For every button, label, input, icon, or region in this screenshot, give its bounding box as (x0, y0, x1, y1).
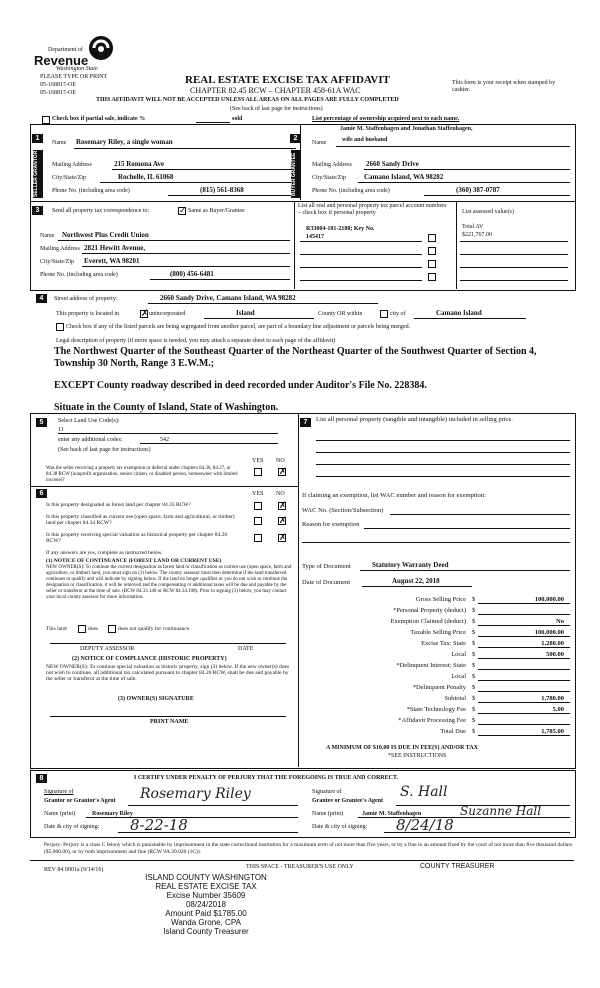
current-use-yes-checkbox[interactable] (254, 517, 262, 525)
seller-side-label: SELLER GRANTOR (33, 150, 43, 198)
land-use-label: Select Land Use Code(s): (58, 418, 120, 424)
tax-row-amount: 1,280.00 (541, 640, 564, 647)
seller-mailing: 215 Romona Ave (114, 160, 165, 168)
stamp-line: 08/24/2018 (185, 900, 227, 909)
doc-type-label: Type of Document (302, 563, 351, 570)
historic-no-checkbox[interactable]: ✗ (279, 533, 287, 543)
county-treasurer-label: COUNTY TREASURER (420, 863, 495, 870)
certify-statement: I CERTIFY UNDER PENALTY OF PERJURY THAT THE FOREGOING IS TRUE AND CORRECT. (134, 775, 399, 781)
stamp-line: REAL ESTATE EXCISE TAX (155, 882, 257, 891)
property-street: 2660 Sandy Drive, Camano Island, WA 98282 (160, 294, 296, 302)
additional-codes-label: enter any additional codes: (58, 437, 123, 443)
doc-date: August 22, 2018 (392, 577, 440, 585)
parcel-3-personal-checkbox[interactable] (428, 260, 436, 268)
tax-row-label: Gross Selling Price (415, 596, 466, 603)
seller-city: Rochelle, IL 61068 (118, 173, 174, 181)
county-label: County OR within (318, 311, 363, 317)
corr-phone: (800) 456-6481 (170, 270, 214, 278)
ownership-note: List percentage of ownership acquired next to each name. (312, 116, 460, 122)
tax-row-amount: 100,000.00 (534, 596, 564, 603)
tax-row-dollar: $ (472, 618, 476, 625)
tax-row-label: Taxable Selling Price (410, 629, 466, 636)
stamp-line: Amount Paid $1785.00 (165, 909, 247, 918)
s5-yes-header: YES (252, 458, 264, 464)
tax-row-amount: 5.00 (552, 706, 564, 713)
partial-sale-label: Check box if partial sale, indicate % (52, 116, 146, 122)
city-of-checkbox[interactable] (380, 310, 388, 318)
tax-row-label: *Delinquent Penalty (412, 684, 466, 691)
buyer-mailing: 2660 Sandy Drive (366, 160, 419, 168)
see-back-top: (See back of last page for instructions) (230, 106, 323, 112)
section-1-badge: 1 (32, 134, 43, 143)
s5-yes-checkbox[interactable] (254, 468, 262, 476)
dept-line2: Revenue (34, 53, 89, 68)
notice-compliance-title: (2) NOTICE OF COMPLIANCE (HISTORIC PROPERTY) (72, 656, 227, 662)
grantor-date: 8-22-18 (130, 816, 188, 834)
if-yes-note: If any answers are yes, complete as instructed below. (46, 550, 163, 556)
tax-row-dollar: $ (472, 695, 476, 702)
dept-line1: Department of (48, 47, 83, 53)
please-type: PLEASE TYPE OR PRINT (40, 74, 108, 80)
dept-line3: Washington State (56, 66, 98, 72)
notice-continuance-body: NEW OWNER(S): To continue the current designation as forest land or classification as current use (open space, farm and agriculture, or timber) land, you must sign on (3) below. The county assessor must then determine if the land transferred continues to qualify and will indicate by signing below. If the land no longer qualifies or you do not wish to continue the designation or classification, it will be removed and the compensating or additional taxes will be due and payable by the seller or transferor at the time of sale. (RCW 84.33.140 or RCW 84.34.108). Prior to signing (3) below, you may contact your local county assessor for more information. (46, 565, 292, 600)
tax-row-label: Local (451, 651, 466, 658)
section-7-badge: 7 (300, 418, 311, 427)
personal-property-label: List all personal property (tangible and intangible) included in selling price. (316, 416, 513, 423)
treasurer-space-label: THIS SPACE - TREASURER'S USE ONLY (246, 864, 354, 870)
tax-row-label: Excise Tax: State (421, 640, 466, 647)
seller-name: Rosemary Riley, a single woman (76, 138, 173, 146)
street-label: Street address of property: (54, 296, 118, 302)
tax-row-amount: 500.00 (546, 651, 564, 658)
unincorporated-checkbox[interactable]: ✗ (141, 309, 149, 319)
s5-no-header: NO (276, 458, 285, 464)
grantee-name: Jamie M. Staffenhagen (362, 811, 422, 817)
corr-mailing-label: Mailing Address (40, 246, 80, 252)
tax-row-dollar: $ (472, 684, 476, 691)
city-value: Camano Island (436, 309, 482, 317)
does-label: does (88, 626, 99, 632)
buyer-city: Camano Island, WA 98282 (364, 173, 444, 181)
grantee-signature: S. Hall (400, 784, 448, 800)
deputy-assessor-label: DEPUTY ASSESSOR (80, 646, 135, 652)
grantor-name: Rosemary Riley (92, 811, 133, 817)
notice-compliance-body: NEW OWNER(S): To continue special valuation as historic property, sign (3) below. If the new owner(s) does not wish to continue, all additional tax calculated pursuant to chapter 84.26 RCW, shall be due and payable by the seller or transferor at the time of sale. (46, 664, 290, 682)
land-use-code: 11 (58, 427, 64, 433)
grantor-signature: Rosemary Riley (140, 786, 251, 802)
legal-description-3: Situate in the County of Island, State of Washington. (54, 402, 279, 413)
land-use-see-back: (See back of last page for instructions) (58, 447, 151, 453)
grantee-name-label: Name (print) (312, 811, 344, 817)
reason-label: Reason for exemption (302, 521, 360, 528)
corr-city-label: City/State/Zip (40, 259, 74, 265)
corr-name: Northwest Plus Credit Union (62, 231, 149, 239)
buyer-city-label: City/State/Zip (312, 175, 346, 181)
tax-row-dollar: $ (472, 728, 476, 735)
section-6-badge: 6 (36, 489, 47, 498)
tax-row-dollar: $ (472, 673, 476, 680)
perjury-notice: Perjury: Perjury is a class C felony which is punishable by imprisonment in the state correctional institution for a maximum term of not more than five years, or by a fine in an amount fixed by the court of not more than five thousand dollars ($5,000.00), or by both imprisonment and fine (RCW 9A.20.020 (1C)). (44, 842, 573, 855)
assessed-header: List assessed value(s) (462, 209, 514, 215)
grantor-sig-label1: Signature of (44, 789, 74, 795)
see-instructions: *SEE INSTRUCTIONS (388, 753, 447, 759)
forest-yes-checkbox[interactable] (254, 502, 262, 510)
section-2-badge: 2 (290, 134, 301, 143)
print-name-label: PRINT NAME (150, 719, 189, 725)
section-5-badge: 5 (36, 418, 47, 427)
section-3-badge: 3 (32, 206, 43, 215)
tax-row-label: *Delinquent Interest: State (396, 662, 466, 669)
parcel-1-personal-checkbox[interactable] (428, 234, 436, 242)
tax-row-label: *Affidavit Processing Fee (398, 717, 466, 724)
corr-phone-label: Phone No. (including area code) (40, 272, 118, 278)
does-not-qualify-checkbox[interactable] (108, 625, 116, 633)
corr-mailing: 2821 Hewitt Avenue, (84, 244, 146, 252)
revenue-logo-icon (88, 35, 114, 61)
grantee-sig-label1: Signature of (312, 789, 342, 795)
tax-row-amount: 1,785.00 (541, 728, 564, 735)
historic-yes-checkbox[interactable] (254, 534, 262, 542)
forest-no-checkbox[interactable]: ✗ (279, 501, 287, 511)
form-title: REAL ESTATE EXCISE TAX AFFIDAVIT (185, 74, 390, 86)
tax-row-label: Local (451, 673, 466, 680)
current-use-no-checkbox[interactable]: ✗ (279, 516, 287, 526)
city-of-label: city of (390, 311, 406, 317)
partial-sale-checkbox[interactable] (42, 116, 50, 124)
tax-row-label: Subtotal (444, 695, 466, 702)
wac-label: WAC No. (Section/Subsection) (302, 507, 384, 514)
buyer-name-line2: wife and husband (342, 137, 388, 143)
corr-name-label: Name (40, 233, 55, 239)
tax-row-label: Total Due (440, 728, 466, 735)
legal-description-2: EXCEPT County roadway described in deed recorded under Auditor's File No. 228384. (54, 380, 427, 391)
same-as-buyer-checkbox[interactable]: ✓ (179, 206, 187, 216)
stamp-line: Island County Treasurer (163, 927, 249, 936)
total-av-label: Total AV (462, 224, 484, 230)
seller-city-label: City/State/Zip (52, 175, 86, 181)
same-as-buyer-label: Same as Buyer/Grantee (188, 208, 245, 214)
tax-row-dollar: $ (472, 651, 476, 658)
additional-codes: 542 (160, 437, 169, 443)
historic-question: Is this property receiving special valuation as historical property per chapter 84.26 RCW? (46, 532, 228, 544)
legal-description-1: The Northwest Quarter of the Southeast Quarter of the Northeast Quarter of the Southwest Quarter of Section 4, Township 30 North, Range 3 E.W.M.; (54, 346, 537, 369)
parcel-line2: 145417 (306, 234, 324, 240)
legal-label: Legal description of property (if more space is needed, you may attach a separate sheet to each page of the affidavit) (56, 338, 336, 344)
tax-row-amount: 1,780.00 (541, 695, 564, 702)
rev-number: REV 84 0001a (9/14/16) (44, 867, 104, 873)
tax-row-dollar: $ (472, 706, 476, 713)
seller-name-label: Name (52, 140, 67, 146)
seller-exemption-question: Was the seller receiving a property tax exemption or deferral under chapters 84.36, 84.37, or 84.38 RCW (nonprofit organization, senior citizen, or disabled person, homeowner with limited income)? (46, 466, 238, 483)
s5-no-checkbox[interactable]: ✗ (279, 467, 287, 477)
grantee-name-handwritten: Suzanne Hall (460, 804, 542, 818)
grantor-sig-label2: Grantor or Grantor's Agent (44, 798, 116, 804)
receipt-note: This form is your receipt when stamped by cashier. (452, 80, 556, 93)
buyer-phone: (360) 387-0787 (456, 186, 500, 194)
tax-row-label: *Personal Property (deduct) (393, 607, 466, 614)
parcel-header: List all real and personal property tax parcel account numbers – check box if personal property (298, 203, 447, 216)
minimum-note: A MINIMUM OF $10.00 IS DUE IN FEE(S) AND/OR TAX (326, 745, 478, 751)
grantee-date-label: Date & city of signing: (312, 824, 368, 830)
buyer-phone-label: Phone No. (including area code) (312, 188, 390, 194)
section-4-badge: 4 (36, 294, 47, 303)
parcel-line1: R33004-181-2180; Key No. (306, 226, 375, 232)
parcel-4-personal-checkbox[interactable] (428, 273, 436, 281)
tax-row-dollar: $ (472, 662, 476, 669)
doc-date-label: Date of Document (302, 579, 351, 586)
section-8-badge: 8 (36, 774, 47, 783)
buyer-side-label: BUYER GRANTEE (291, 150, 301, 198)
tax-row-dollar: $ (472, 640, 476, 647)
unincorporated-label: unincorporated (149, 311, 186, 317)
warning: THIS AFFIDAVIT WILL NOT BE ACCEPTED UNLESS ALL AREAS ON ALL PAGES ARE FULLY COMPLETED (96, 97, 399, 103)
tax-row-dollar: $ (472, 607, 476, 614)
tax-row-dollar: $ (472, 717, 476, 724)
form-no1: 05-168817-OE (40, 82, 76, 88)
grantee-sig-label2: Grantee or Grantee's Agent (312, 798, 384, 804)
tax-row-label: Exemption Claimed (deduct) (390, 618, 466, 625)
sold-label: sold (232, 116, 243, 122)
forest-land-question: Is this property designated as forest land per chapter 84.33 RCW? (46, 502, 191, 508)
form-subtitle: CHAPTER 82.45 RCW – CHAPTER 458-61A WAC (190, 86, 361, 95)
parcel-2-personal-checkbox[interactable] (428, 247, 436, 255)
tax-row-dollar: $ (472, 596, 476, 603)
segregation-label: Check box if any of the listed parcels are being segregated from another parcel, are part of a boundary line adjustment or parcels being merged. (66, 324, 411, 330)
deputy-date-label: DATE (238, 646, 254, 652)
tax-row-amount: No (556, 618, 564, 625)
notice-continuance-title: (1) NOTICE OF CONTINUANCE (FOREST LAND OR CURRENT USE) (46, 558, 222, 564)
corr-city: Everett, WA 98201 (84, 257, 140, 265)
buyer-name-label: Name (312, 140, 327, 146)
doc-type: Statutory Warranty Deed (372, 561, 449, 569)
segregation-checkbox[interactable] (56, 323, 64, 331)
stamp-line: ISLAND COUNTY WASHINGTON (145, 873, 267, 882)
grantee-date: 8/24/18 (396, 816, 454, 834)
grantor-date-label: Date & city of signing: (44, 824, 100, 830)
this-land-label: This land (46, 626, 67, 632)
buyer-mailing-label: Mailing Address (312, 162, 352, 168)
grantor-name-label: Name (print) (44, 811, 76, 817)
county-value: Island (236, 309, 255, 317)
exemption-claim-label: If claiming an exemption, list WAC number and reason for exemption: (302, 492, 486, 499)
seller-mailing-label: Mailing Address (52, 162, 92, 168)
tax-row-dollar: $ (472, 629, 476, 636)
current-use-question: Is this property classified as current use (open space, farm and agricultural, or timber) land per chapter 84.34 RCW? (46, 514, 235, 526)
stamp-line: Excise Number 35609 (166, 891, 246, 900)
treasurer-stamp (136, 873, 276, 936)
tax-row-label: *State Technology Fee (406, 706, 466, 713)
seller-phone-label: Phone No. (including area code) (52, 188, 130, 194)
seller-phone: (815) 561-8368 (200, 186, 244, 194)
does-not-label: does not qualify for continuance. (118, 626, 191, 632)
total-av: $221,767.00 (462, 232, 492, 238)
owner-signature-label: (3) OWNER(S) SIGNATURE (118, 696, 194, 702)
tax-row-amount: 100,000.00 (534, 629, 564, 636)
s6-yes-header: YES (252, 491, 264, 497)
does-qualify-checkbox[interactable] (78, 625, 86, 633)
stamp-line: Wanda Grone, CPA (171, 918, 241, 927)
s6-no-header: NO (276, 491, 285, 497)
located-label: This property is located in (56, 311, 119, 317)
buyer-name-line1: Jamie M. Staffenhagen and Jonathan Staffenhagen, (340, 126, 473, 132)
form-no2: 05-168817-OE (40, 90, 76, 96)
send-correspondence-label: Send all property tax correspondence to: (52, 208, 150, 214)
